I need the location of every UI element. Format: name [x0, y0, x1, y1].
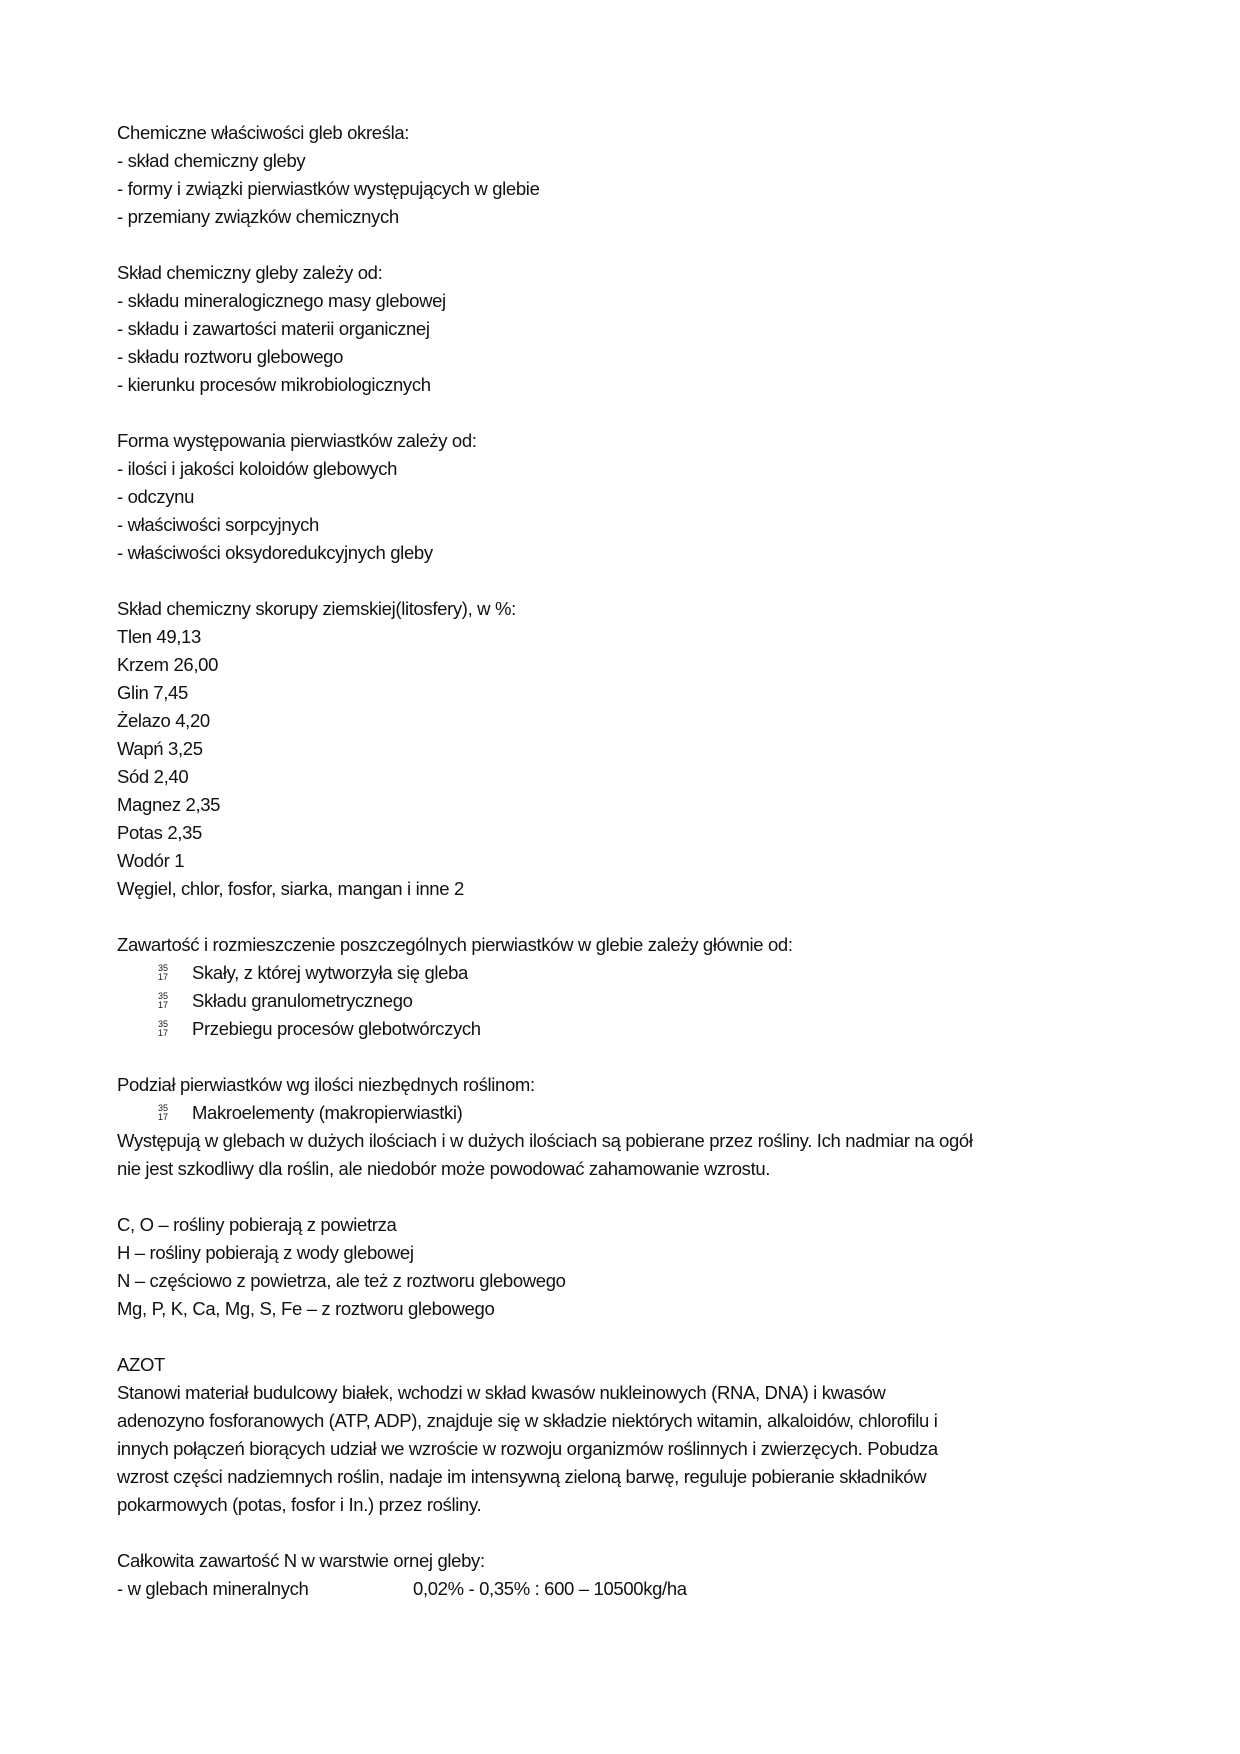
text-line: - właściwości sorpcyjnych	[117, 514, 319, 535]
bullet-glyph-part: 17	[157, 972, 168, 982]
text-line: Glin 7,45	[117, 682, 188, 703]
text-line: - składu roztworu glebowego	[117, 346, 344, 367]
bullet-glyph-part: 17	[157, 1000, 168, 1010]
text-line: - formy i związki pierwiastków występujących w glebie	[117, 178, 540, 199]
blank-line	[117, 903, 1127, 931]
text-line: - składu mineralogicznego masy glebowej	[117, 290, 446, 311]
blank-line	[117, 1519, 1127, 1547]
line-value: 0,02% - 0,35% : 600 – 10500kg/ha	[413, 1578, 687, 1599]
bullet-glyph-part: 35	[157, 1019, 168, 1029]
text-line: Podział pierwiastków wg ilości niezbędnych roślinom:	[117, 1074, 535, 1095]
text-line: Skład chemiczny skorupy ziemskiej(litosfery), w %:	[117, 598, 516, 619]
text-line: Krzem 26,00	[117, 654, 219, 675]
text-line: Zawartość i rozmieszczenie poszczególnych pierwiastków w glebie zależy głównie od:	[117, 934, 793, 955]
blank-line	[117, 1323, 1127, 1351]
text-line: Potas 2,35	[117, 822, 202, 843]
bullet-glyph-part: 35	[157, 1103, 168, 1113]
text-line: - kierunku procesów mikrobiologicznych	[117, 374, 431, 395]
text-line: pokarmowych (potas, fosfor i In.) przez rośliny.	[117, 1494, 482, 1515]
text-line: - przemiany związków chemicznych	[117, 206, 399, 227]
bullet-glyph-part: 17	[157, 1028, 168, 1038]
text-line: - odczynu	[117, 486, 195, 507]
bullet-text: Makroelementy (makropierwiastki)	[192, 1102, 463, 1123]
text-line: Forma występowania pierwiastków zależy od:	[117, 430, 477, 451]
blank-line	[117, 1183, 1127, 1211]
text-line: - właściwości oksydoredukcyjnych gleby	[117, 542, 433, 563]
line-label: - w glebach mineralnych	[117, 1578, 309, 1599]
text-line: Węgiel, chlor, fosfor, siarka, mangan i inne 2	[117, 878, 464, 899]
bullet-text: Skały, z której wytworzyła się gleba	[192, 962, 468, 983]
text-line: Żelazo 4,20	[117, 710, 210, 731]
text-line: Występują w glebach w dużych ilościach i w dużych ilościach są pobierane przez rośliny. Ich nadmiar na ogół	[117, 1130, 973, 1151]
bullet-icon	[156, 1104, 170, 1122]
text-line: wzrost części nadziemnych roślin, nadaje im intensywną zieloną barwę, reguluje pobieranie składników	[117, 1466, 927, 1487]
bullet-text: Składu granulometrycznego	[192, 990, 413, 1011]
text-line: Chemiczne właściwości gleb określa:	[117, 122, 410, 143]
text-line: innych połączeń biorących udział we wzroście w rozwoju organizmów roślinnych i zwierzęcych. Pobudza	[117, 1438, 938, 1459]
text-line: C, O – rośliny pobierają z powietrza	[117, 1214, 397, 1235]
text-line	[117, 1099, 1127, 1127]
text-line: Sód 2,40	[117, 766, 189, 787]
text-line	[117, 959, 1127, 987]
text-line: Stanowi materiał budulcowy białek, wchodzi w skład kwasów nukleinowych (RNA, DNA) i kwasów	[117, 1382, 886, 1403]
bullet-glyph-part: 17	[157, 1112, 168, 1122]
text-line: - ilości i jakości koloidów glebowych	[117, 458, 398, 479]
text-line: N – częściowo z powietrza, ale też z roztworu glebowego	[117, 1270, 566, 1291]
bullet-icon	[156, 992, 170, 1010]
blank-line	[117, 231, 1127, 259]
text-line: Wodór 1	[117, 850, 185, 871]
text-line: Skład chemiczny gleby zależy od:	[117, 262, 383, 283]
document-page	[117, 119, 1127, 1603]
blank-line	[117, 567, 1127, 595]
text-line: adenozyno fosforanowych (ATP, ADP), znajduje się w składzie niektórych witamin, alkaloidów, chlorofilu i	[117, 1410, 938, 1431]
bullet-glyph-part: 35	[157, 963, 168, 973]
text-line: AZOT	[117, 1354, 165, 1375]
text-line	[117, 1575, 1127, 1603]
bullet-glyph-part: 35	[157, 991, 168, 1001]
text-line: - skład chemiczny gleby	[117, 150, 306, 171]
text-line: H – rośliny pobierają z wody glebowej	[117, 1242, 414, 1263]
blank-line	[117, 1043, 1127, 1071]
text-line: Tlen 49,13	[117, 626, 201, 647]
text-line	[117, 987, 1127, 1015]
bullet-icon	[156, 1020, 170, 1038]
text-line: Wapń 3,25	[117, 738, 203, 759]
text-line: Magnez 2,35	[117, 794, 221, 815]
text-line: nie jest szkodliwy dla roślin, ale niedobór może powodować zahamowanie wzrostu.	[117, 1158, 771, 1179]
bullet-icon	[156, 964, 170, 982]
text-line: - składu i zawartości materii organicznej	[117, 318, 430, 339]
bullet-text: Przebiegu procesów glebotwórczych	[192, 1018, 481, 1039]
text-line: Mg, P, K, Ca, Mg, S, Fe – z roztworu glebowego	[117, 1298, 495, 1319]
blank-line	[117, 399, 1127, 427]
text-line: Całkowita zawartość N w warstwie ornej gleby:	[117, 1550, 485, 1571]
text-line	[117, 1015, 1127, 1043]
